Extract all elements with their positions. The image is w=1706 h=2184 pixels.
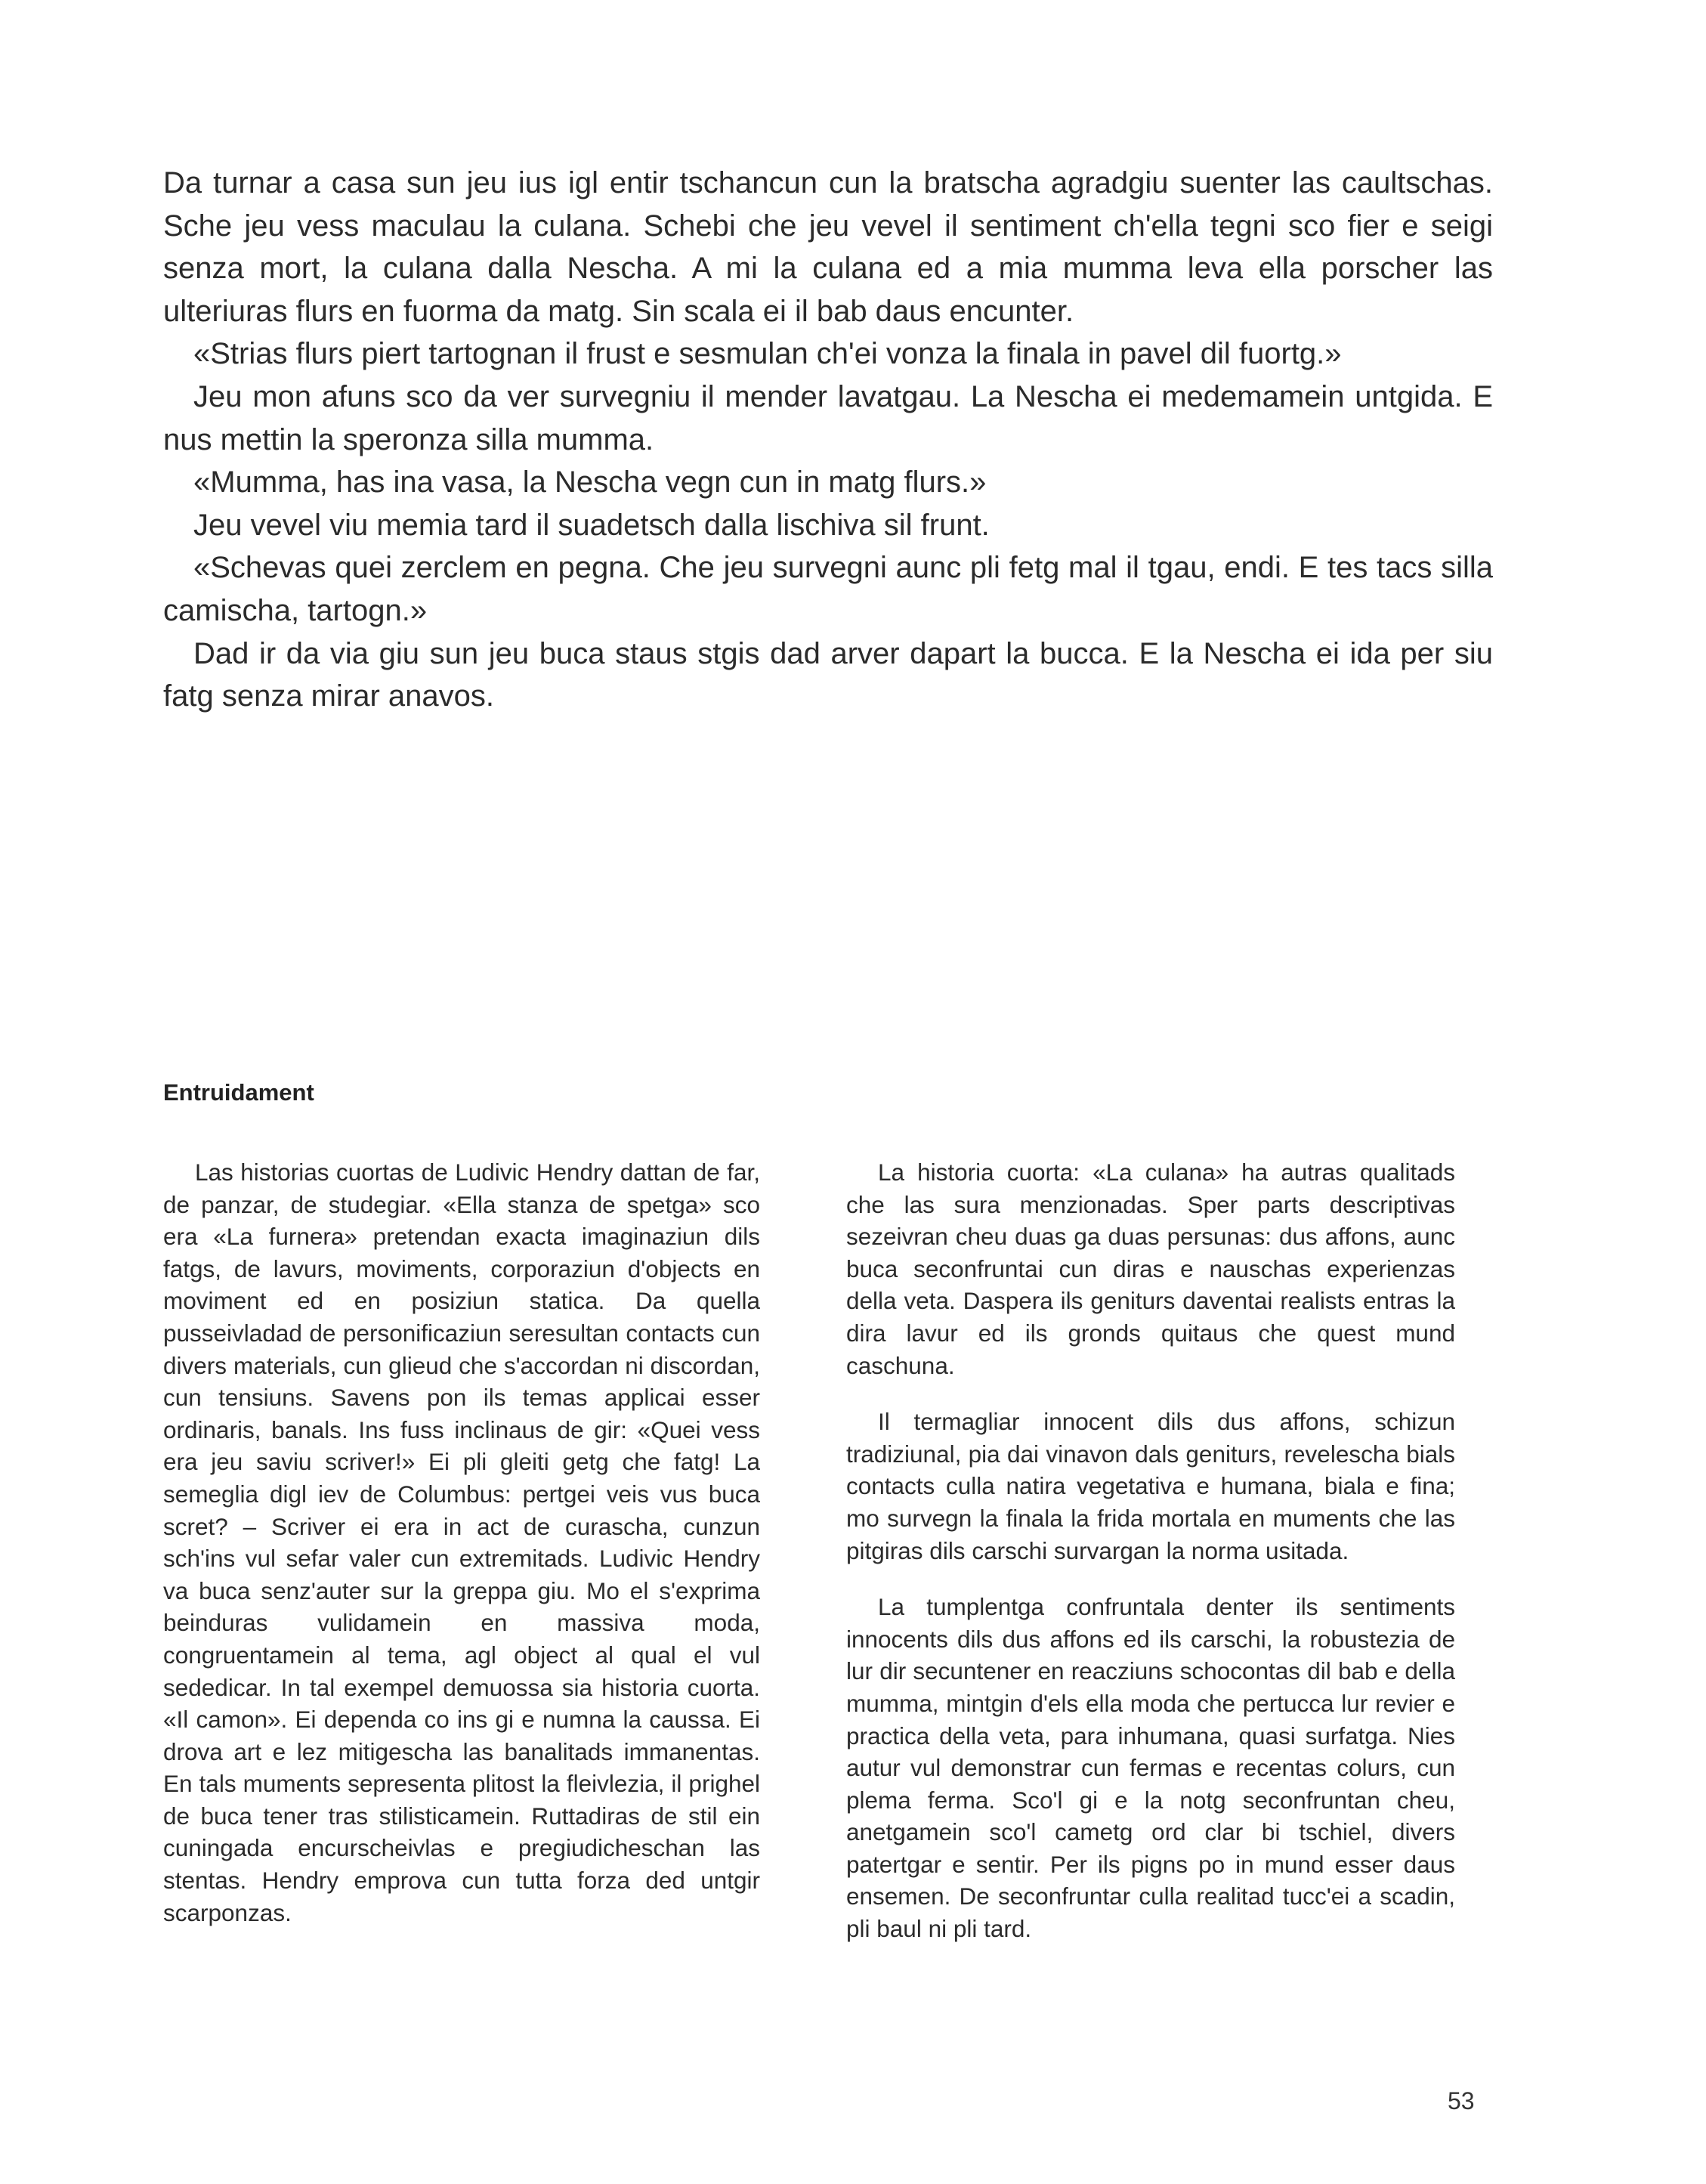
right-paragraph-1: La historia cuorta: «La culana» ha autras qualitads che las sura menzionadas. Sper parts descriptivas sezeivran cheu duas ga duas persunas: dus affons, aunc buca seconfruntai cun diras e nauschas experienzas della veta. Daspera ils geniturs daventai realists entras la dira lavur ed ils gronds quitaus che quest mund caschuna. xyxy=(846,1159,1455,1379)
right-paragraph-3: La tumplentga confruntala denter ils sentiments innocents dils dus affons ed ils carschi, la robustezia de lur dir secuntener en reacziuns schocontas dil bab e della mumma, mintgin d'els ella moda che pertucca lur revier e practica della veta, para inhumana, quasi surfatga. Nies autur vul demonstrar cun fermas e recentas colurs, cun plema ferma. Sco'l gi e la notg seconfruntan cheu, anetgamein sco'l cametg ord clar bi tschiel, divers patertgar e sentir. Per ils pigns po in mund esser daus ensemen. De seconfruntar culla realitad tucc'ei a scadin, pli baul ni pli tard. xyxy=(846,1593,1455,1943)
story-paragraph-6: «Schevas quei zerclem en pegna. Che jeu survegni aunc pli fetg mal il tgau, endi. E tes tacs silla camischa, tartogn.» xyxy=(163,551,1493,627)
right-paragraph-2: Il termagliar innocent dils dus affons, schizun tradiziunal, pia dai vinavon dals geniturs, revelescha bials contacts culla natira vegetativa e humana, biala e fina; mo survegn la finala la frida mortala en muments che las pitgiras dils carschi survargan la norma usitada. xyxy=(846,1408,1455,1564)
story-text xyxy=(163,162,1493,718)
left-paragraph-1: Las historias cuortas de Ludivic Hendry dattan de far, de panzar, de studegiar. «Ella stanza de spetga» sco era «La furnera» pretendan exacta imaginaziun dils fatgs, de lavurs, moviments, corporaziun d'objects en moviment ed en posiziun statica. Da quella pusseivladad de personificaziun seresultan contacts cun divers materials, cun glieud che s'accordan ni discordan, cun tensiuns. Savens pon ils temas applicai esser ordinaris, banals. Ins fuss inclinaus de gir: «Quei vess era jeu saviu scriver!» Ei pli gleiti getg che fatg! La semeglia digl iev de Columbus: pertgei veis vus buca scret? – Scriver ei era in act de curascha, cunzun sch'ins vul sefar valer cun extremitads. Ludivic Hendry va buca senz'auter sur la greppa giu. Mo el s'exprima beinduras vulidamein en massiva moda, congruentamein al tema, agl object al qual el vul sededicar. In tal exempel demuossa sia historia cuorta. «Il camon». Ei dependa co ins gi e numna la caussa. Ei drova art e lez mitigescha las banalitads immanentas. En tals muments sepresenta plitost la fleivlezia, il prighel de buca tener tras stilisticamein. Ruttadiras de stil ein cuningada encurscheivlas e pregiudicheschan las stentas. Hendry emprova cun tutta forza ded untgir scarponzas. xyxy=(163,1159,760,1926)
section-heading: Entruidament xyxy=(163,1079,314,1106)
left-column xyxy=(163,1156,760,1953)
right-column xyxy=(846,1156,1455,1969)
story-paragraph-3: Jeu mon afuns sco da ver survegniu il mender lavatgau. La Nescha ei medemamein untgida. E nus mettin la speronza silla mumma. xyxy=(163,379,1493,456)
story-paragraph-5: Jeu vevel viu memia tard il suadetsch dalla lischiva sil frunt. xyxy=(193,508,990,542)
story-paragraph-7: Dad ir da via giu sun jeu buca staus stgis dad arver dapart la bucca. E la Nescha ei ida per siu fatg senza mirar anavos. xyxy=(163,636,1493,713)
story-paragraph-2: «Strias flurs piert tartognan il frust e sesmulan ch'ei vonza la finala in pavel dil fuortg.» xyxy=(193,337,1342,371)
story-paragraph-1: Da turnar a casa sun jeu ius igl entir tschancun cun la bratscha agradgiu suenter las caultschas. Sche jeu vess maculau la culana. Schebi che jeu vevel il sentiment ch'ella tegni sco fier e seigi senza mort, la culana dalla Nescha. A mi la culana ed a mia mumma leva ella porscher las ulteriuras flurs en fuorma da matg. Sin scala ei il bab daus encunter. xyxy=(163,166,1493,328)
story-paragraph-4: «Mumma, has ina vasa, la Nescha vegn cun in matg flurs.» xyxy=(193,466,987,500)
page-number: 53 xyxy=(1448,2087,1475,2114)
